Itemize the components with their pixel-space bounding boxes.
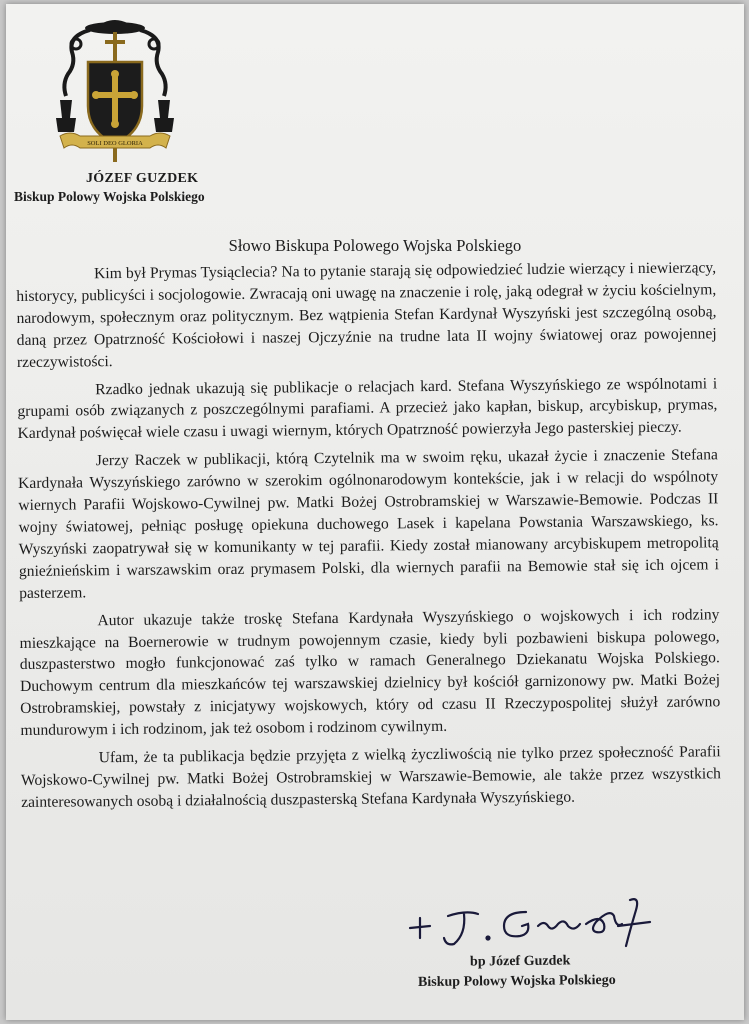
paragraph: Ufam, że ta publikacja będzie przyjęta z wielką życzliwością nie tylko przez społeczność Parafii Wojskowo-Cywilnej pw. Matki Bożej Ostrobramskiej w Warszawie-Bemowie, ale także przez wszystkich zainteresowanych osobą i działalnością duszpasterską Stefana Kardynała Wyszyńskiego.: [20, 743, 722, 811]
paragraph: Kim był Prymas Tysiąclecia? Na to pytanie starają się odpowiedzieć ludzie wierzący i niewierzący, historycy, publicyści i socjologowie. Zwracają oni uwagę na znaczenie i rolę, jaką odegrał w życiu kościelnym, narodowym, społecznym oraz politycznym. Bez wątpienia Stefan Kardynał Wyszyński jest szczególną osobą, daną przez Opatrzność Kościołowi i naszej Ojczyźnie na trudne lata II wojny światowej oraz powojennej rzeczywistości.: [16, 259, 717, 371]
paragraph: Jerzy Raczek w publikacji, którą Czytelnik ma w swoim ręku, ukazał życie i znaczenie Stefana Kardynała Wyszyńskiego zarówno w szerokim ogólnonarodowym kontekście, jak i w relacji do wspólnoty wiernych Parafii Wojskowo-Cywilnej pw. Matki Bożej Ostrobramskiej w Warszawie-Bemowie. Podczas II wojny światowej, pełniąc posługę opiekuna duchowego Lasek i kapelana Powstania Warszawskiego, ks. Wyszyński zaopatrywał się w komunikanty w tej parafii. Kiedy został mianowany arcybiskupem metropolitą gnieźnieńskim i warszawskim oraz prymasem Polski, dla wiernych parafii na Bemowie stał się ich ojcem i pasterzem.: [18, 446, 719, 602]
header-name: JÓZEF GUZDEK: [86, 171, 199, 186]
letter-page: [6, 4, 744, 1020]
signatory-title: Biskup Polowy Wojska Polskiego: [417, 972, 616, 991]
letter-body: [16, 257, 721, 819]
episcopal-coat-of-arms-icon: [50, 14, 180, 164]
header-title: Biskup Polowy Wojska Polskiego: [14, 189, 205, 204]
paragraph: Autor ukazuje także troskę Stefana Kardynała Wyszyńskiego o wojskowych i ich rodziny mieszkające na Boernerowie w trudnym powojennym czasie, kiedy byli pozbawieni biskupa polowego, duszpasterstwo mogło funkcjonować zaś tylko w ramach Generalnego Dziekanatu Wojska Polskiego. Duchowym centrum dla mieszkańców tej warszawskiej dzielnicy był kościół garnizonowy pw. Matki Bożej Ostrobramskiej, powstały z inicjatywy wojskowych, który od czasu II Rzeczypospolitej służył zarówno mundurowym i ich rodzinom, jak też osobom i rodzinom cywilnym.: [19, 605, 721, 740]
signatory-name: bp Józef Guzdek: [469, 953, 571, 970]
svg-text:SOLI DEO GLORIA: SOLI DEO GLORIA: [87, 140, 143, 147]
handwritten-signature: [404, 894, 664, 954]
paragraph: Rzadko jednak ukazują się publikacje o relacjach kard. Stefana Wyszyńskiego ze wspólnotami i grupami osób związanych z poszczególnymi parafiami. A przecież jako kapłan, biskup, arcybiskup, prymas, Kardynał poświęcał wiele czasu i uwagi wiernym, których Opatrzność powierzyła Jego pasterskiej pieczy.: [17, 374, 718, 443]
document-title: Słowo Biskupa Polowego Wojska Polskiego: [228, 236, 522, 255]
